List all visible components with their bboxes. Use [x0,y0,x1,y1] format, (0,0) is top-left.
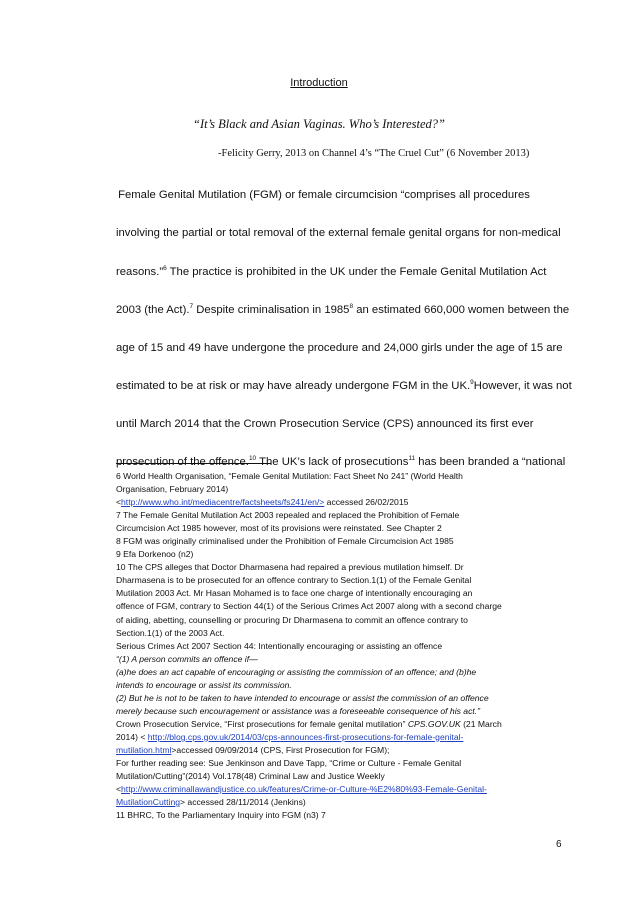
body-line [116,265,547,278]
footnote-ref[interactable]: 11 [408,455,416,463]
body-text: The practice is prohibited in the UK under the Female Genital Mutilation Act [166,266,547,278]
body-line [116,342,563,354]
footnote-line: 9 Efa Dorkenoo (n2) [116,549,194,560]
body-text: However, it was not [473,380,572,392]
body-text: age of 15 and 49 have undergone the procedure and 24,000 girls under the age of 15 are [116,342,563,354]
body-text: an estimated 660,000 women between the [353,304,570,316]
who-fact-sheet-link[interactable]: http://www.who.int/mediacentre/factsheets/fs241/en/> [121,497,325,508]
footnote-line: 8 FGM was originally criminalised under the Prohibition of Female Circumcision Act 1985 [116,536,454,547]
footnote-line [116,679,536,692]
footnote-text: 2014) < [116,731,148,742]
footnote-ref[interactable]: 6 [163,265,167,273]
footnote-line: 6 World Health Organisation, “Female Genital Mutilation: Fact Sheet No 241” (World Health [116,471,463,481]
body-line [116,379,572,392]
footnote-line [116,783,536,796]
statute-quote: “(1) A person commits an offence if— [116,653,258,664]
footnote-line: Serious Crimes Act 2007 Section 44: Intentionally encouraging or assisting an offence [116,640,443,651]
section-heading: Introduction [290,77,348,89]
footnote-line: of aiding, abetting, counselling or procuring Dr Dharmasena to commit an offence contrary to [116,614,468,625]
footnote-text: > accessed 28/11/2014 (Jenkins) [180,797,306,808]
body-text: reasons.” [116,266,164,278]
statute-quote: (a)he does an act capable of encouraging or assisting the commission of an offence; and (b)he [116,666,477,677]
footnote-separator [116,463,271,464]
footnote-line [116,731,536,744]
footnotes-section [116,470,536,822]
footnote-line [116,718,536,731]
body-text: Despite criminalisation in 1985 [193,304,350,316]
body-line [116,227,561,239]
footnote-text: < [116,497,122,508]
footnote-line: 7 The Female Genital Mutilation Act 2003 repealed and replaced the Prohibition of Female [116,510,460,521]
footnote-line: Section.1(1) of the 2003 Act. [116,627,225,638]
body-text: The UK’s lack of prosecutions [256,456,409,468]
footnote-line [116,653,536,666]
statute-quote: merely because such encouragement or assistance was a foreseeable consequence of his act.” [116,705,481,716]
body-text: involving the partial or total removal of the external female genital organs for non-medical [116,227,561,239]
footnote-line: Dharmasena is to be prosecuted for an offence contrary to Section.1(1) of the Female Genital [116,575,472,586]
footnote-line: Mutilation 2003 Act. Mr Hasan Mohamed is to face one charge of intentionally encouraging an [116,588,473,599]
body-line [116,189,532,201]
body-line [116,418,532,430]
body-text: Female Genital Mutilation (FGM) or female circumcision “comprises all procedures [118,189,530,201]
footnote-line: offence of FGM, contrary to Section 44(1) of the Serious Crimes Act 2007 along with a second charge [116,601,502,612]
footnote-line: Organisation, February 2014) [116,484,229,495]
footnote-line [116,796,536,809]
footnote-ref[interactable]: 9 [470,379,474,387]
footnote-ref[interactable]: 10 [248,455,257,463]
footnote-line: 10 The CPS alleges that Doctor Dharmasena had repaired a previous mutilation himself. Dr [116,562,464,573]
footnote-line [116,744,536,757]
cps-blog-link[interactable]: http://blog.cps.gov.uk/2014/03/cps-announces-first-prosecutions-for-female-genital- [147,731,464,742]
body-text: has been branded a “national [415,456,566,468]
footnote-line [116,705,536,718]
footnote-ref[interactable]: 7 [189,303,194,311]
statute-quote: (2) But he is not to be taken to have intended to encourage or assist the commission of an offence [116,692,489,703]
footnote-text: CPS.GOV.UK [407,718,461,729]
epigraph-quote: “It’s Black and Asian Vaginas. Who’s Interested?” [193,117,445,131]
footnote-text: >accessed 09/09/2014 (CPS, First Prosecution for FGM); [171,744,390,755]
footnote-line: For further reading see: Sue Jenkinson and Dave Tapp, “Crime or Culture - Female Genital [116,758,462,769]
footnote-line [116,496,536,509]
page-number: 6 [556,839,562,850]
footnote-text: (21 March [460,718,502,729]
statute-quote: intends to encourage or assist its commission. [116,679,292,690]
body-line [116,303,570,316]
epigraph-attribution: -Felicity Gerry, 2013 on Channel 4’s “The Cruel Cut” (6 November 2013) [218,148,530,159]
body-text: estimated to be at risk or may have already undergone FGM in the UK. [116,380,471,392]
cps-blog-link-continued[interactable]: mutilation.html [116,744,172,755]
criminal-law-article-link-continued[interactable]: MutilationCutting [116,797,181,808]
body-text: until March 2014 that the Crown Prosecution Service (CPS) announced its first ever [116,418,534,430]
footnote-text: accessed 26/02/2015 [324,497,409,508]
footnote-line: Mutilation/Cutting”(2014) Vol.178(48) Criminal Law and Justice Weekly [116,771,385,782]
footnote-text: Crown Prosecution Service, “First prosecutions for female genital mutilation” [116,718,408,729]
footnote-text: < [116,784,122,795]
footnote-ref[interactable]: 8 [349,303,354,311]
criminal-law-article-link[interactable]: http://www.criminallawandjustice.co.uk/features/Crime-or-Culture-%E2%80%93-Female-Genital- [121,784,487,795]
footnote-line: Circumcision Act 1985 however, most of its provisions were reinstated. See Chapter 2 [116,523,442,534]
footnote-line [116,692,536,705]
body-line [116,455,566,468]
body-text: 2003 (the Act). [116,304,190,316]
footnote-line [116,666,536,679]
body-text: prosecution of the offence. [116,456,249,468]
footnote-line: 11 BHRC, To the Parliamentary Inquiry into FGM (n3) 7 [116,810,326,821]
